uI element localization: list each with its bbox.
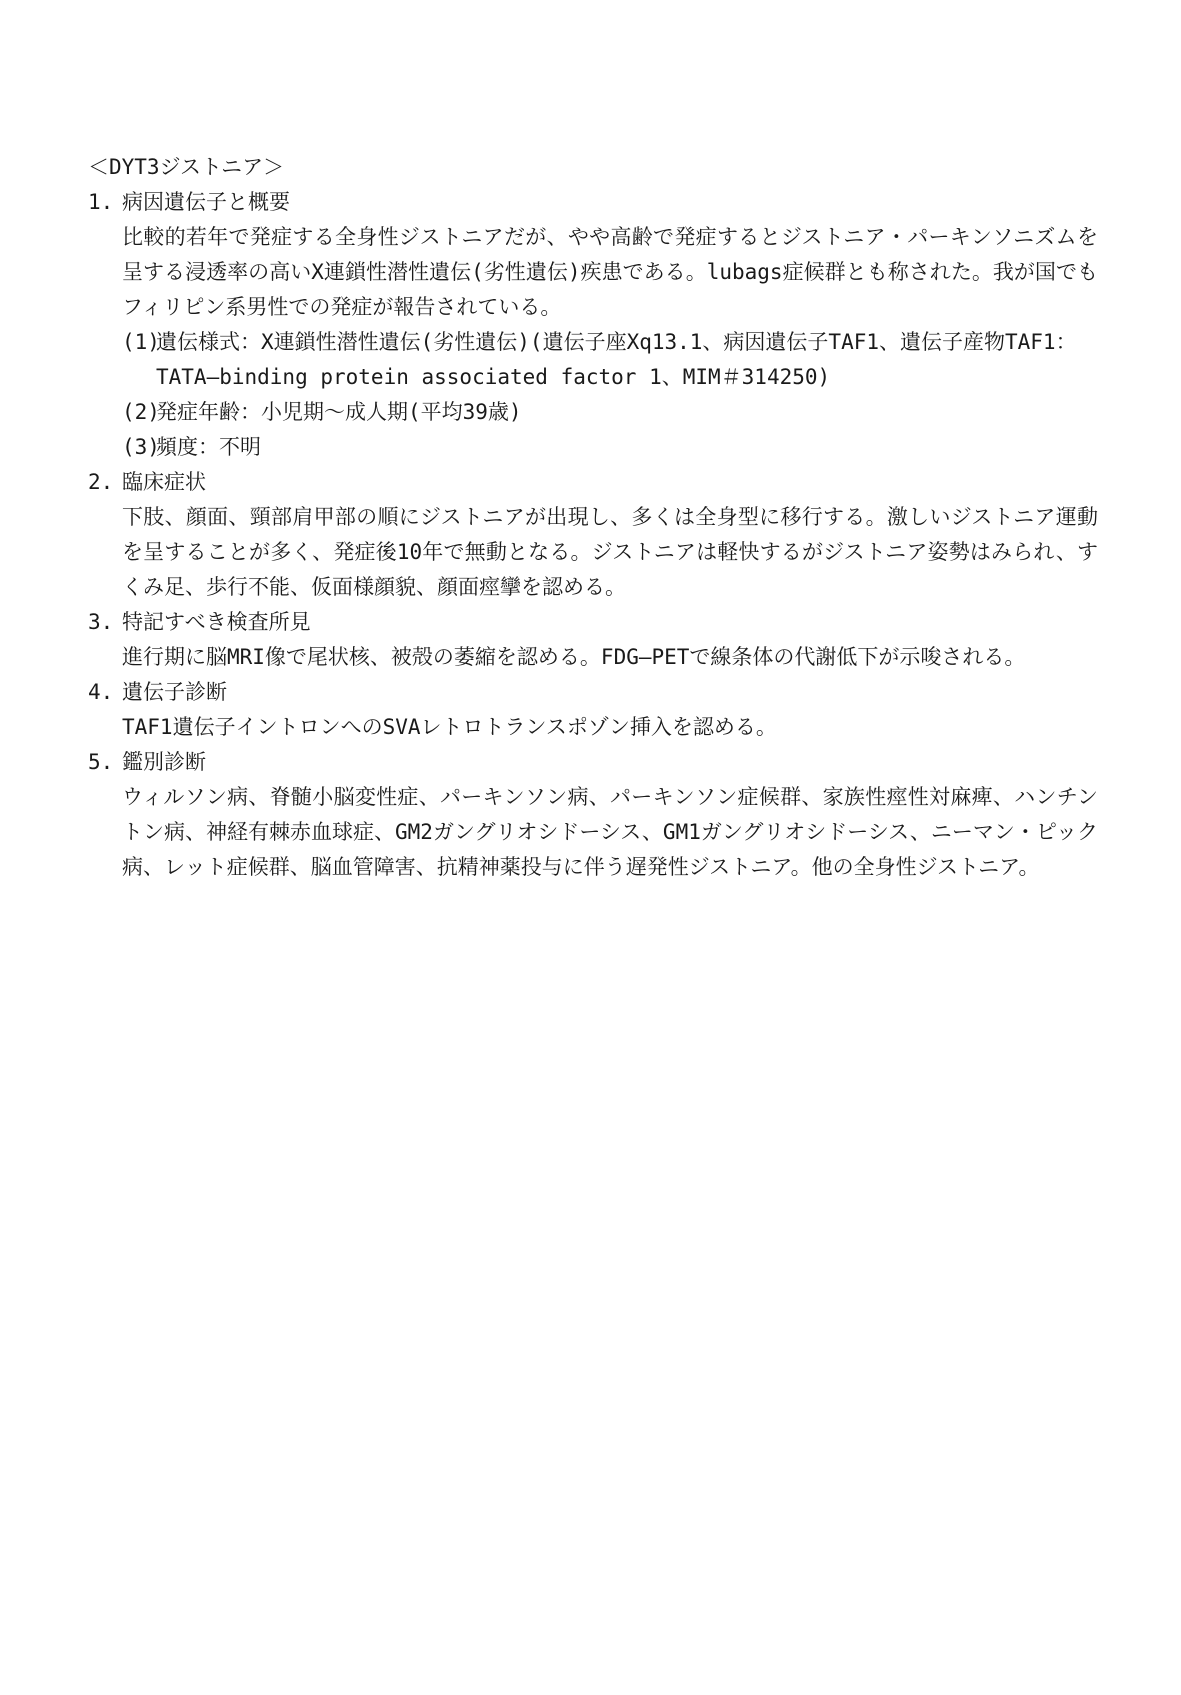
section-title: 遺伝子診断 <box>122 680 227 704</box>
sub-item-inheritance <box>122 325 1098 395</box>
section-title: 臨床症状 <box>122 470 206 494</box>
document-title: ＜DYT3ジストニア＞ <box>88 155 285 179</box>
section-heading <box>88 185 1098 220</box>
section-number: 1. <box>88 190 114 214</box>
sub-item-onset-age <box>122 395 1098 430</box>
sub-item-text: 遺伝様式：X連鎖性潜性遺伝(劣性遺伝)(遺伝子座Xq13.1、病因遺伝子TAF1、遺伝子産物TAF1：TATA―binding protein associated factor 1、MIM＃314250) <box>156 330 1077 389</box>
section-title: 鑑別診断 <box>122 750 206 774</box>
sub-item-frequency <box>122 430 1098 465</box>
section-paragraph: TAF1遺伝子イントロンへのSVAレトロトランスポゾン挿入を認める。 <box>122 715 777 739</box>
sub-item-number: (1) <box>122 330 160 354</box>
section-etiology <box>88 185 1098 465</box>
section-number: 3. <box>88 610 114 634</box>
section-number: 2. <box>88 470 114 494</box>
section-title: 病因遺伝子と概要 <box>122 190 290 214</box>
section-heading <box>88 675 1098 710</box>
sub-item-number: (3) <box>122 435 160 459</box>
section-heading <box>88 605 1098 640</box>
section-number: 4. <box>88 680 114 704</box>
section-genetic-diagnosis <box>88 675 1098 745</box>
section-paragraph: ウィルソン病、脊髄小脳変性症、パーキンソン病、パーキンソン症候群、家族性痙性対麻痺、ハンチントン病、神経有棘赤血球症、GM2ガングリオシドーシス、GM1ガングリオシドーシス、ニーマン・ピック病、レット症候群、脳血管障害、抗精神薬投与に伴う遅発性ジストニア。他の全身性ジストニア。 <box>122 785 1098 879</box>
sub-item-text: 頻度：不明 <box>156 435 261 459</box>
section-differential-diagnosis <box>88 745 1098 885</box>
section-paragraph: 比較的若年で発症する全身性ジストニアだが、やや高齢で発症するとジストニア・パーキンソニズムを呈する浸透率の高いX連鎖性潜性遺伝(劣性遺伝)疾患である。lubags症候群とも称された。我が国でもフィリピン系男性での発症が報告されている。 <box>122 225 1098 319</box>
section-test-findings <box>88 605 1098 675</box>
section-heading <box>88 745 1098 780</box>
section-number: 5. <box>88 750 114 774</box>
section-paragraph: 進行期に脳MRI像で尾状核、被殻の萎縮を認める。FDG―PETで線条体の代謝低下が示唆される。 <box>122 645 1026 669</box>
section-heading <box>88 465 1098 500</box>
section-clinical-symptoms <box>88 465 1098 605</box>
sub-item-number: (2) <box>122 400 160 424</box>
section-title: 特記すべき検査所見 <box>122 610 311 634</box>
document-body <box>88 150 1098 885</box>
section-paragraph: 下肢、顔面、頸部肩甲部の順にジストニアが出現し、多くは全身型に移行する。激しいジストニア運動を呈することが多く、発症後10年で無動となる。ジストニアは軽快するがジストニア姿勢はみられ、すくみ足、歩行不能、仮面様顔貌、顔面痙攣を認める。 <box>122 505 1098 599</box>
sub-item-text: 発症年齢：小児期～成人期(平均39歳) <box>156 400 522 424</box>
